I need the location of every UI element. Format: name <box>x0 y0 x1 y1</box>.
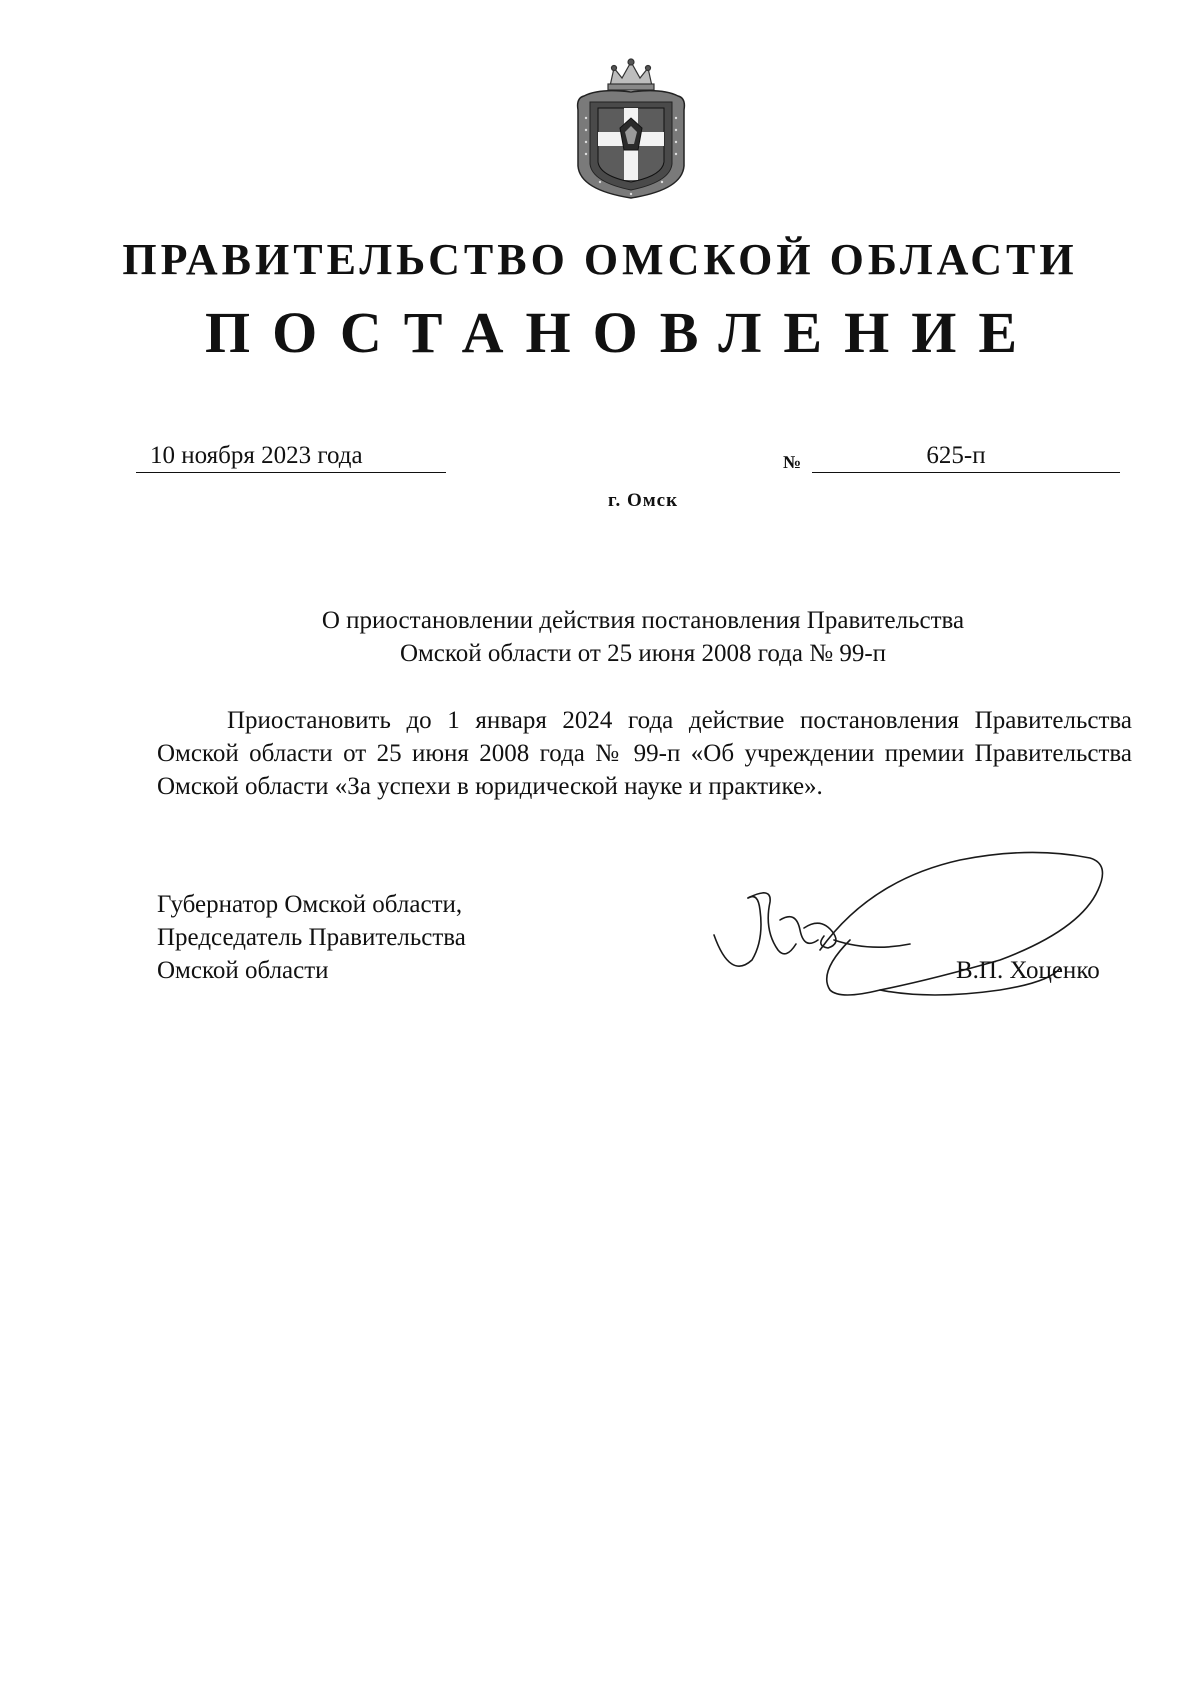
coat-of-arms-emblem <box>570 58 692 200</box>
document-type-title: ПОСТАНОВЛЕНИЕ <box>204 300 1040 365</box>
signatory-title <box>157 888 466 987</box>
number-label: № <box>783 452 802 472</box>
document-number: 625-п <box>812 440 1120 473</box>
subject-line: Омской области от 25 июня 2008 года № 99-п <box>399 640 887 667</box>
signatory-name: В.П. Хоценко <box>956 957 1100 984</box>
body-paragraph: Приостановить до 1 января 2024 года действие постановления Правительства Омской области от 25 июня 2008 года № 99-п «Об учреждении премии Правительства Омской области «За успехи в юридической науке и практике». <box>157 707 1132 800</box>
signatory-title-line: Омской области <box>157 957 329 984</box>
signatory-title-line: Губернатор Омской области, <box>157 891 463 918</box>
document-city: г. Омск <box>607 490 679 511</box>
signatory-title-line: Председатель Правительства <box>157 924 466 951</box>
document-subject <box>200 604 1086 670</box>
handwritten-signature <box>700 840 1120 1030</box>
organization-title: ПРАВИТЕЛЬСТВО ОМСКОЙ ОБЛАСТИ <box>122 235 1078 284</box>
subject-line: О приостановлении действия постановления Правительства <box>321 607 965 634</box>
document-date: 10 ноября 2023 года <box>136 440 446 473</box>
